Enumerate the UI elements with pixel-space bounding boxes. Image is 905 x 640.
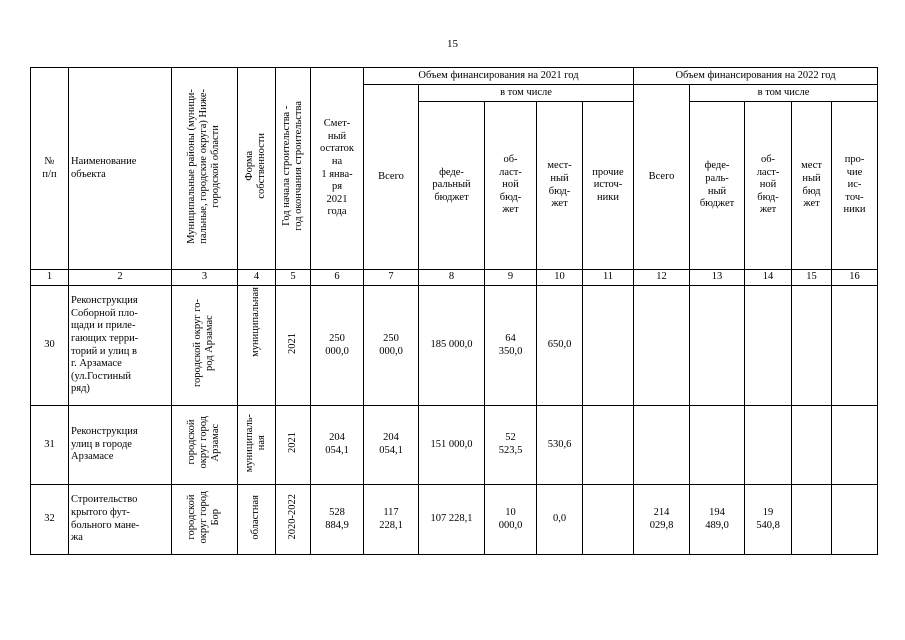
header-years-text: Год начала строительства - год окончания строительства <box>280 101 304 232</box>
row-municipal-text: городской округ город Арзамас <box>186 416 222 469</box>
row-name: Реконструкция улиц в городе Арзамасе <box>69 406 172 485</box>
row-ownership <box>238 485 276 555</box>
row-local-2021: 530,6 <box>537 406 583 485</box>
column-number: 11 <box>583 270 634 286</box>
row-total-2022: 214 029,8 <box>634 485 690 555</box>
row-municipal <box>172 485 238 555</box>
header-total-2022: Всего <box>634 85 690 270</box>
row-federal-2022: 194 489,0 <box>690 485 745 555</box>
row-years <box>276 485 311 555</box>
row-municipal <box>172 286 238 406</box>
row-federal-2021: 151 000,0 <box>419 406 485 485</box>
column-number-row <box>31 270 878 286</box>
column-number: 8 <box>419 270 485 286</box>
row-local-2021: 650,0 <box>537 286 583 406</box>
row-regional-2021: 64 350,0 <box>485 286 537 406</box>
row-balance: 250 000,0 <box>311 286 364 406</box>
column-number: 3 <box>172 270 238 286</box>
row-total-2022 <box>634 286 690 406</box>
column-number: 10 <box>537 270 583 286</box>
header-regional-2022: об- ласт- ной бюд- жет <box>745 102 792 270</box>
page-number: 15 <box>447 38 458 50</box>
row-balance: 528 884,9 <box>311 485 364 555</box>
row-ownership <box>238 406 276 485</box>
header-total-2021: Всего <box>364 85 419 270</box>
row-other-2021 <box>583 286 634 406</box>
header-other-2021: прочие источ- ники <box>583 102 634 270</box>
row-municipal <box>172 406 238 485</box>
row-name: Строительство крытого фут- больного мане- жа <box>69 485 172 555</box>
column-number: 7 <box>364 270 419 286</box>
row-ownership-text: муниципаль- ная <box>244 413 268 472</box>
header-including-2022: в том числе <box>690 85 878 102</box>
row-num: 30 <box>31 286 69 406</box>
row-years-text: 2021 <box>286 432 298 454</box>
column-number: 12 <box>634 270 690 286</box>
row-other-2022 <box>832 406 878 485</box>
header-municipal-text: Муниципальные районы (муници- пальные, городские округа) Ниже- городской области <box>186 88 222 244</box>
header-balance: Смет- ный остаток на 1 янва- ря 2021 года <box>311 68 364 270</box>
header-local-2021: мест- ный бюд- жет <box>537 102 583 270</box>
row-years-text: 2020-2022 <box>286 494 298 540</box>
column-number: 13 <box>690 270 745 286</box>
row-balance: 204 054,1 <box>311 406 364 485</box>
header-regional-2021: об- ласт- ной бюд- жет <box>485 102 537 270</box>
header-including-2021: в том числе <box>419 85 634 102</box>
column-number: 9 <box>485 270 537 286</box>
row-regional-2022 <box>745 286 792 406</box>
row-regional-2021: 52 523,5 <box>485 406 537 485</box>
row-regional-2022: 19 540,8 <box>745 485 792 555</box>
row-total-2021: 250 000,0 <box>364 286 419 406</box>
header-fin-2022: Объем финансирования на 2022 год <box>634 68 878 85</box>
row-federal-2022 <box>690 406 745 485</box>
header-municipal <box>172 68 238 270</box>
column-number: 6 <box>311 270 364 286</box>
row-regional-2022 <box>745 406 792 485</box>
row-other-2021 <box>583 485 634 555</box>
row-other-2022 <box>832 286 878 406</box>
header-name: Наименование объекта <box>69 68 172 270</box>
row-years <box>276 406 311 485</box>
row-local-2022 <box>792 485 832 555</box>
row-ownership <box>238 286 276 406</box>
row-federal-2022 <box>690 286 745 406</box>
row-municipal-text: городской округ го- род Арзамас <box>192 299 216 388</box>
row-local-2022 <box>792 286 832 406</box>
row-municipal-text: городской округ город Бор <box>186 490 222 544</box>
row-local-2021: 0,0 <box>537 485 583 555</box>
row-other-2022 <box>832 485 878 555</box>
row-federal-2021: 185 000,0 <box>419 286 485 406</box>
row-regional-2021: 10 000,0 <box>485 485 537 555</box>
column-number: 14 <box>745 270 792 286</box>
header-federal-2022: феде- раль- ный бюджет <box>690 102 745 270</box>
column-number: 1 <box>31 270 69 286</box>
header-row-1 <box>31 68 878 85</box>
header-other-2022: про- чие ис- точ- ники <box>832 102 878 270</box>
row-total-2021: 117 228,1 <box>364 485 419 555</box>
column-number: 15 <box>792 270 832 286</box>
column-number: 4 <box>238 270 276 286</box>
row-name: Реконструкция Соборной пло- щади и приле- гающих терри- торий и улиц в г. Арзамасе (ул.Гостиный ряд) <box>69 286 172 406</box>
table-row <box>31 406 878 485</box>
header-ownership-text: Форма собственности <box>244 133 268 200</box>
row-ownership-text: областная <box>250 494 262 540</box>
row-other-2021 <box>583 406 634 485</box>
row-total-2021: 204 054,1 <box>364 406 419 485</box>
row-federal-2021: 107 228,1 <box>419 485 485 555</box>
header-num: № п/п <box>31 68 69 270</box>
header-fin-2021: Объем финансирования на 2021 год <box>364 68 634 85</box>
header-federal-2021: феде- ральный бюджет <box>419 102 485 270</box>
column-number: 16 <box>832 270 878 286</box>
column-number: 2 <box>69 270 172 286</box>
row-years <box>276 286 311 406</box>
row-num: 32 <box>31 485 69 555</box>
header-years <box>276 68 311 270</box>
table-row <box>31 485 878 555</box>
row-num: 31 <box>31 406 69 485</box>
row-total-2022 <box>634 406 690 485</box>
row-local-2022 <box>792 406 832 485</box>
financing-table <box>30 67 878 555</box>
row-ownership-text: муниципальная <box>250 287 262 357</box>
table-row <box>31 286 878 406</box>
header-local-2022: мест ный бюд жет <box>792 102 832 270</box>
row-years-text: 2021 <box>286 332 298 354</box>
column-number: 5 <box>276 270 311 286</box>
header-ownership <box>238 68 276 270</box>
